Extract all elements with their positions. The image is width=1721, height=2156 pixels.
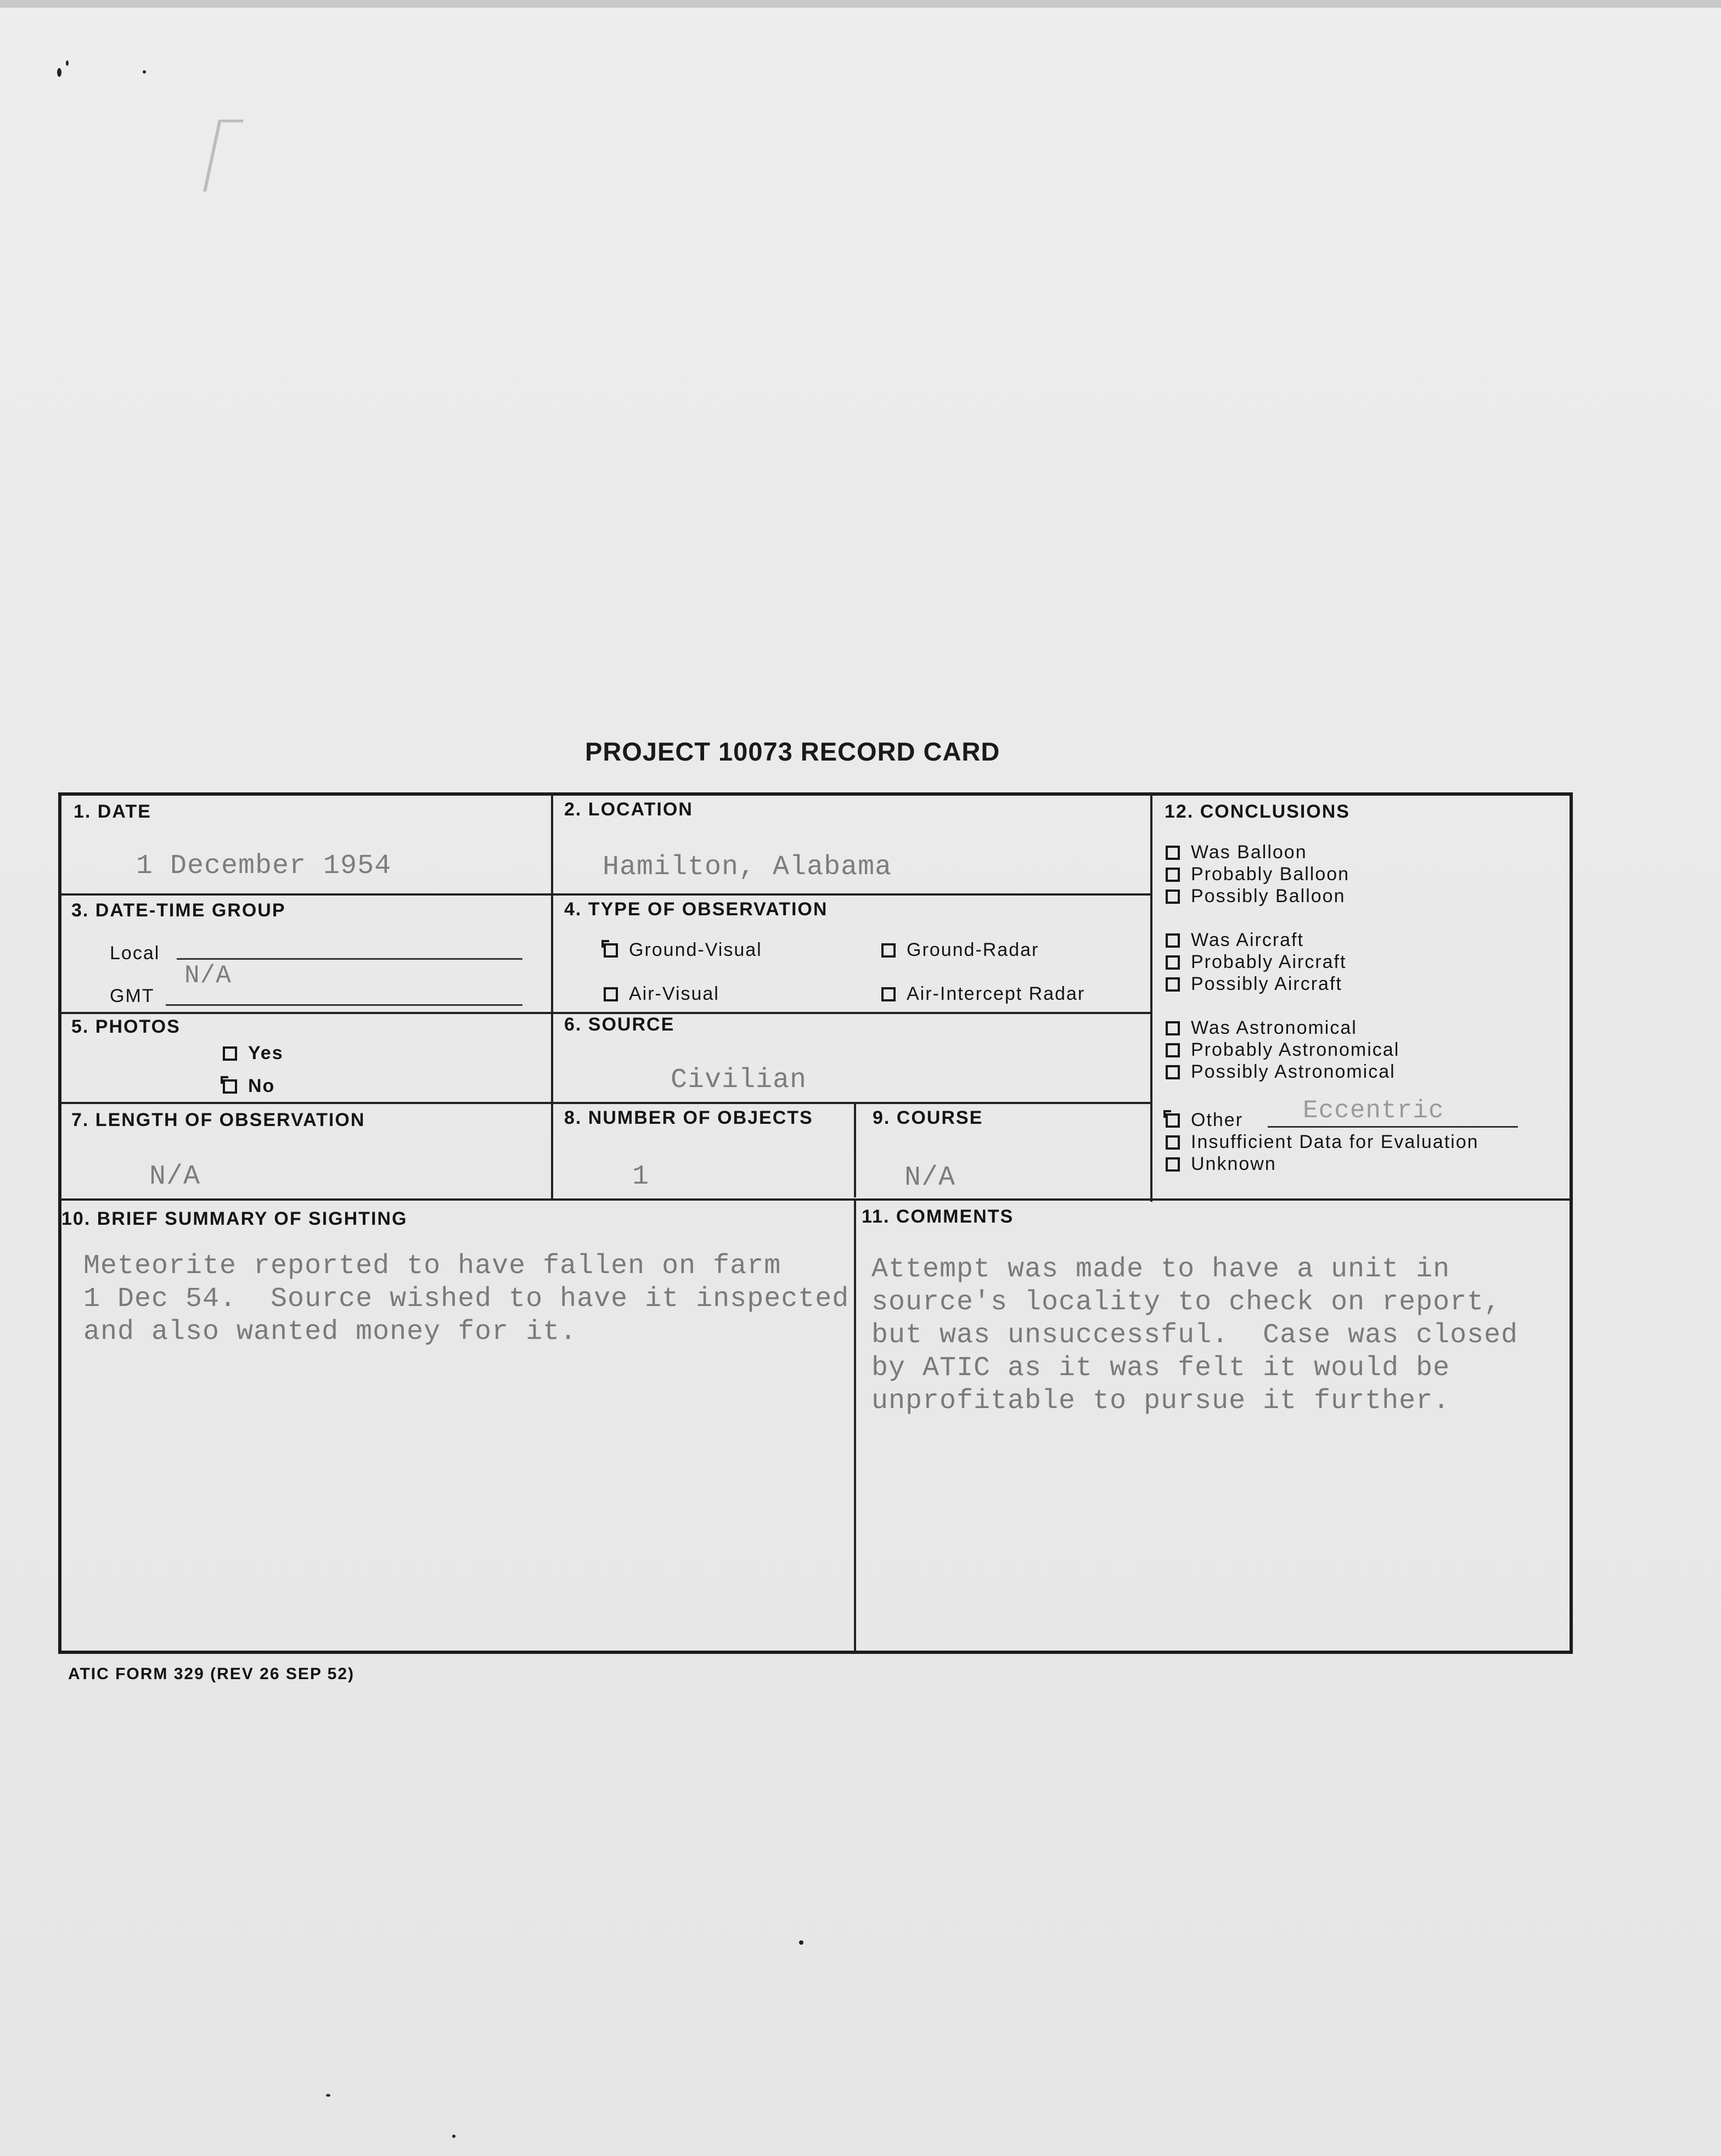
location-label: 2. LOCATION (564, 799, 693, 820)
summary-line: and also wanted money for it. (83, 1316, 577, 1348)
comments-line: Attempt was made to have a unit in (871, 1254, 1450, 1285)
speck-mark (66, 60, 69, 66)
option-label: Possibly Aircraft (1191, 973, 1342, 994)
divider (854, 1103, 856, 1197)
speck-mark (799, 1940, 803, 1945)
option-label: Other (1191, 1110, 1244, 1130)
conclusion-option-other (1166, 1110, 1243, 1131)
comments-line: unprofitable to pursue it further. (871, 1386, 1450, 1417)
checkbox-icon (1166, 1043, 1180, 1057)
divider (60, 1198, 1571, 1201)
length-of-observation-value: N/A (149, 1161, 201, 1192)
checkbox-icon (1166, 1157, 1180, 1172)
divider (60, 893, 1151, 896)
option-label: Was Balloon (1191, 842, 1307, 863)
option-label: Possibly Astronomical (1191, 1061, 1396, 1082)
date-time-group-label: 3. DATE-TIME GROUP (71, 900, 286, 921)
local-label: Local (110, 943, 160, 964)
conclusion-option (1166, 1061, 1396, 1083)
checkbox-icon (1166, 890, 1180, 904)
date-time-group-value: N/A (184, 961, 232, 990)
course-label: 9. COURSE (873, 1107, 983, 1128)
conclusion-option (1166, 886, 1345, 907)
air-intercept-radar-option (881, 983, 1085, 1005)
option-label: Was Astronomical (1191, 1017, 1357, 1038)
conclusion-option (1166, 1153, 1276, 1175)
option-label: Ground-Radar (907, 939, 1039, 960)
divider (551, 793, 553, 1198)
speck-mark (143, 70, 146, 74)
speck-mark (452, 2135, 455, 2138)
speck-mark (57, 68, 61, 77)
source-label: 6. SOURCE (564, 1014, 675, 1035)
option-label: Air-Visual (629, 983, 719, 1004)
conclusion-option (1166, 973, 1342, 995)
course-value: N/A (904, 1162, 956, 1194)
gmt-label: GMT (110, 986, 155, 1006)
comments-label: 11. COMMENTS (862, 1206, 1014, 1227)
option-label: Probably Aircraft (1191, 952, 1347, 972)
length-of-observation-label: 7. LENGTH OF OBSERVATION (71, 1110, 365, 1130)
date-value: 1 December 1954 (136, 851, 392, 882)
option-label: Ground-Visual (629, 939, 762, 960)
checkbox-icon (1166, 977, 1180, 992)
type-of-observation-label: 4. TYPE OF OBSERVATION (564, 899, 828, 920)
conclusion-option (1166, 1039, 1399, 1061)
comments-line: but was unsuccessful. Case was closed (871, 1320, 1518, 1351)
checkbox-icon (1166, 933, 1180, 948)
conclusion-option (1166, 1132, 1479, 1153)
checkbox-icon (1166, 868, 1180, 882)
conclusion-option (1166, 842, 1307, 863)
speck-mark (326, 2094, 330, 2097)
conclusion-option (1166, 930, 1304, 951)
scan-edge (0, 0, 1721, 8)
card-title: PROJECT 10073 RECORD CARD (585, 737, 1000, 766)
checkbox-icon (1166, 1021, 1180, 1035)
location-value: Hamilton, Alabama (603, 852, 892, 883)
option-label: Unknown (1191, 1153, 1276, 1174)
comments-line: by ATIC as it was felt it would be (871, 1353, 1450, 1384)
checkbox-icon (1166, 1113, 1180, 1128)
option-label: Insufficient Data for Evaluation (1191, 1132, 1479, 1152)
option-label: Possibly Balloon (1191, 886, 1346, 907)
comments-line: source's locality to check on report, (871, 1287, 1501, 1318)
number-of-objects-label: 8. NUMBER OF OBJECTS (564, 1107, 813, 1128)
gmt-line (166, 1004, 522, 1006)
source-value: Civilian (671, 1065, 807, 1096)
checkbox-icon (604, 987, 618, 1001)
summary-label: 10. BRIEF SUMMARY OF SIGHTING (61, 1208, 408, 1229)
checkbox-icon (1166, 846, 1180, 860)
checkbox-icon (604, 943, 618, 958)
option-label: Probably Astronomical (1191, 1039, 1400, 1060)
option-label: Yes (248, 1043, 284, 1063)
checkbox-icon (881, 987, 896, 1001)
checkbox-icon (1166, 1065, 1180, 1079)
divider (60, 1102, 1151, 1104)
air-visual-option (604, 983, 719, 1005)
number-of-objects-value: 1 (632, 1161, 650, 1192)
option-label: No (248, 1076, 275, 1096)
option-label: Air-Intercept Radar (907, 983, 1086, 1004)
checkbox-icon (1166, 1135, 1180, 1150)
ground-visual-option (604, 939, 762, 961)
form-number: ATIC FORM 329 (REV 26 SEP 52) (68, 1665, 355, 1683)
photos-no-option (223, 1076, 275, 1097)
summary-line: 1 Dec 54. Source wished to have it inspected (83, 1284, 850, 1315)
photos-label: 5. PHOTOS (71, 1016, 181, 1037)
other-value: Eccentric (1303, 1096, 1444, 1125)
conclusions-label: 12. CONCLUSIONS (1165, 801, 1350, 822)
pencil-bracket-mark (203, 120, 244, 192)
option-label: Was Aircraft (1191, 930, 1304, 950)
conclusion-option (1166, 1017, 1357, 1039)
divider (854, 1200, 856, 1652)
option-label: Probably Balloon (1191, 864, 1350, 885)
other-line (1268, 1126, 1518, 1128)
checkbox-icon (1166, 955, 1180, 970)
checkbox-icon (881, 943, 896, 958)
conclusion-option (1166, 864, 1349, 885)
checkbox-icon (223, 1046, 237, 1061)
summary-line: Meteorite reported to have fallen on farm (83, 1251, 781, 1282)
date-label: 1. DATE (74, 801, 151, 822)
checkbox-icon (223, 1079, 237, 1094)
ground-radar-option (881, 939, 1039, 961)
photos-yes-option (223, 1043, 284, 1064)
conclusion-option (1166, 952, 1346, 973)
local-line (177, 958, 522, 960)
divider (1150, 793, 1152, 1202)
